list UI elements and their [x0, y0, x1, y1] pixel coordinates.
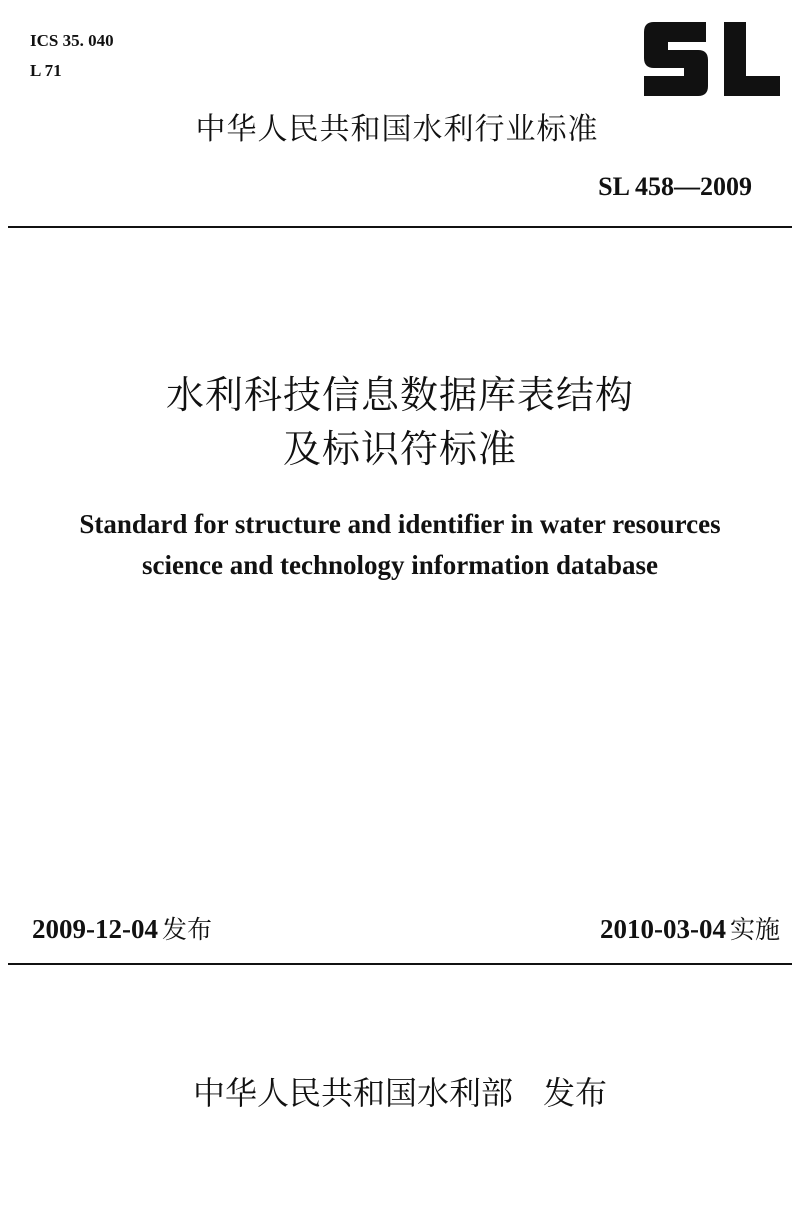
- standard-number: SL 458—2009: [598, 172, 752, 201]
- bottom-divider: [8, 963, 792, 965]
- publisher-action: 发布: [543, 1074, 608, 1112]
- title-chinese-line2: 及标识符标准: [282, 427, 517, 471]
- title-chinese-line1: 水利科技信息数据库表结构: [165, 373, 634, 417]
- publisher-organization: 中华人民共和国水利部: [192, 1074, 513, 1112]
- title-english-line1: Standard for structure and identifier in water resources: [79, 509, 721, 539]
- sl-logo-l: [724, 22, 780, 96]
- title-chinese: [0, 368, 800, 476]
- effective-label: 实施: [729, 915, 780, 944]
- sl-logo-s: [644, 22, 708, 96]
- issue-date-block: [32, 910, 212, 946]
- title-english: [0, 504, 800, 586]
- sl-logo: [640, 18, 782, 100]
- effective-date: 2010-03-04: [600, 914, 726, 944]
- classification-codes: [30, 26, 114, 86]
- title-english-line2: science and technology information database: [142, 550, 658, 580]
- ics-code: ICS 35. 040: [30, 31, 114, 50]
- issue-date: 2009-12-04: [32, 914, 158, 944]
- ccs-code: L 71: [30, 61, 62, 80]
- publisher-line: [0, 1068, 800, 1114]
- top-divider: [8, 226, 792, 228]
- industry-standard-heading: 中华人民共和国水利行业标准: [195, 112, 599, 147]
- issue-label: 发布: [161, 915, 212, 944]
- effective-date-block: [600, 910, 780, 946]
